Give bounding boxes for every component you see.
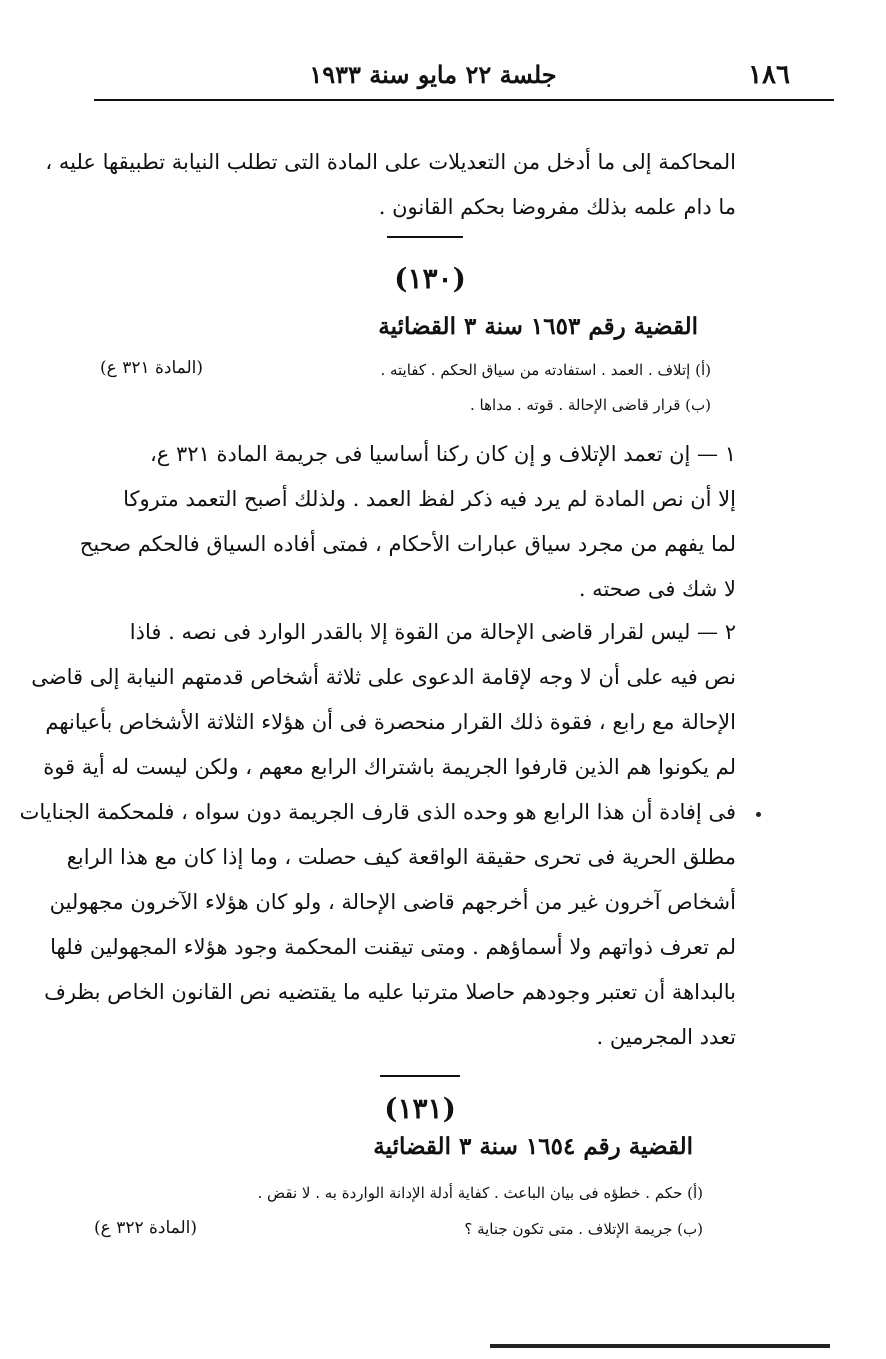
case-summary-item: (أ) إتلاف . العمد . استفادته من سياق الحكم . كفايته . xyxy=(380,361,711,379)
text-line: ما دام علمه بذلك مفروضا بحكم القانون . xyxy=(378,195,736,219)
case-summary-item: (أ) حكم . خطؤه فى بيان الباعث . كفاية أدلة الإدانة الواردة به . لا نقض . xyxy=(257,1184,703,1202)
running-head: جلسة ٢٢ مايو سنة ١٩٣٣ xyxy=(309,60,557,89)
intro-paragraph xyxy=(45,140,736,230)
case-reference: القضية رقم ١٦٥٣ سنة ٣ القضائية xyxy=(378,313,698,340)
case-reference: القضية رقم ١٦٥٤ سنة ٣ القضائية xyxy=(373,1133,693,1160)
text-line: لما يفهم من مجرد سياق عبارات الأحكام ، فمتى أفاده السياق فالحكم صحيح xyxy=(79,532,736,556)
case-summary-item: (ب) قرار قاضى الإحالة . قوته . مداها . xyxy=(470,396,711,414)
header-rule xyxy=(94,99,834,101)
text-line: ١ — إن تعمد الإتلاف و إن كان ركنا أساسيا فى جريمة المادة ٣٢١ ع، xyxy=(150,442,736,466)
text-line: ٢ — ليس لقرار قاضى الإحالة من القوة إلا بالقدر الوارد فى نصه . فاذا xyxy=(129,620,736,644)
text-line: لا شك فى صحته . xyxy=(578,577,736,601)
section-divider xyxy=(387,236,463,238)
text-line: تعدد المجرمين . xyxy=(596,1025,736,1049)
text-line: لم يكونوا هم الذين قارفوا الجريمة باشتراك الرابع معهم ، ولكن ليست له أية قوة xyxy=(43,755,736,779)
text-line: مطلق الحرية فى تحرى حقيقة الواقعة كيف حصلت ، وما إذا كان مع هذا الرابع xyxy=(66,845,736,869)
page-number: ١٨٦ xyxy=(748,60,790,90)
section-divider xyxy=(380,1075,460,1077)
case-number: (١٣٠) xyxy=(394,262,466,295)
text-line: لم تعرف ذواتهم ولا أسماؤهم . ومتى تيقنت المحكمة وجود هؤلاء المجهولين فلها xyxy=(50,935,736,959)
case-summary-item: (ب) جريمة الإتلاف . متى تكون جناية ؟ xyxy=(464,1220,703,1238)
text-line: بالبداهة أن تعتبر وجودهم حاصلا مترتبا عليه ما يقتضيه نص القانون الخاص بظرف xyxy=(44,980,736,1004)
text-line: إلا أن نص المادة لم يرد فيه ذكر لفظ العمد . ولذلك أصبح التعمد متروكا xyxy=(123,487,736,511)
text-line: نص فيه على أن لا وجه لإقامة الدعوى على ثلاثة أشخاص قدمتهم النيابة إلى قاضى xyxy=(31,665,736,689)
text-line: المحاكمة إلى ما أدخل من التعديلات على المادة التى تطلب النيابة تطبيقها عليه ، xyxy=(45,150,736,174)
holding-paragraph xyxy=(19,610,736,1060)
margin-mark xyxy=(756,812,761,817)
holding-paragraph xyxy=(79,432,736,612)
text-line: الإحالة مع رابع ، فقوة ذلك القرار منحصرة فى أن هؤلاء الثلاثة الأشخاص بأعيانهم xyxy=(45,710,736,734)
case-number: (١٣١) xyxy=(384,1092,456,1125)
text-line: فى إفادة أن هذا الرابع هو وحده الذى قارف الجريمة دون سواه ، فلمحكمة الجنايات xyxy=(19,800,736,824)
text-line: أشخاص آخرون غير من أخرجهم قاضى الإحالة ، ولو كان هؤلاء الآخرون مجهولين xyxy=(49,890,736,914)
article-reference: (المادة ٣٢٢ ع) xyxy=(94,1218,198,1238)
bottom-edge-rule xyxy=(490,1344,830,1348)
article-reference: (المادة ٣٢١ ع) xyxy=(100,358,204,378)
